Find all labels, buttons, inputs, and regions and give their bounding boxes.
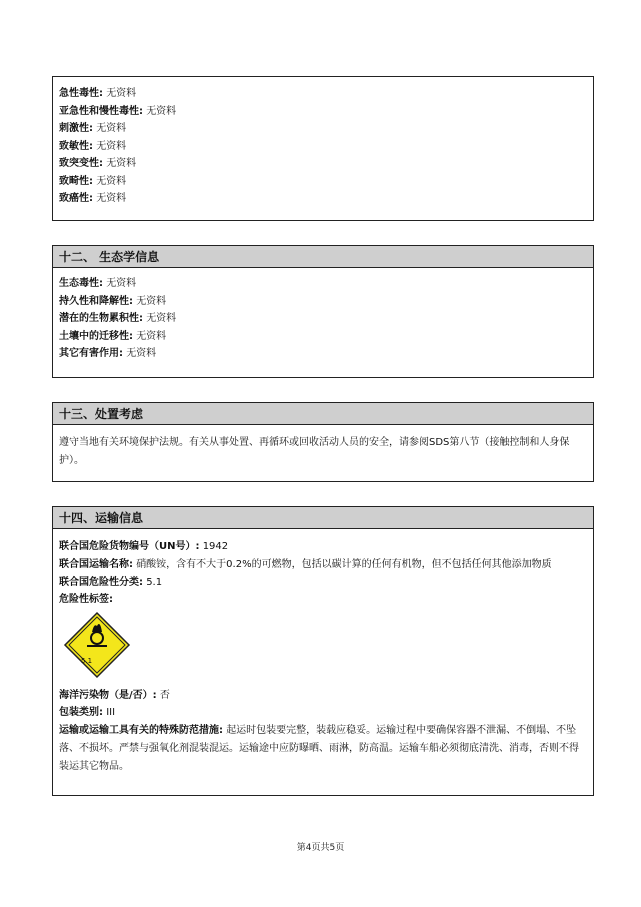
section-13-text: 遵守当地有关环境保护法规。有关从事处置、再循环或回收活动人员的安全，请参阅SDS第八节（接触控制和人身保护）。 — [59, 437, 570, 466]
oxidizer-diamond-svg — [63, 611, 131, 679]
tox-row-label: 致畸性: — [59, 175, 93, 187]
tox-row — [59, 103, 587, 121]
eco-row-value: 无资料 — [136, 295, 167, 307]
un-number-row — [59, 538, 587, 556]
tox-row-value: 无资料 — [96, 193, 127, 204]
section-14-title: 十四、运输信息 — [53, 507, 593, 529]
shipping-name-value: 硝酸铵，含有不大于0.2%的可燃物，包括以碳计算的任何有机物，但不包括任何其他添加物质 — [136, 558, 552, 570]
tox-row-value: 无资料 — [96, 123, 127, 134]
section-13-title: 十三、处置考虑 — [53, 403, 593, 425]
eco-row — [59, 310, 587, 328]
shipping-name-label: 联合国运输名称: — [59, 558, 133, 570]
eco-row-label: 潜在的生物累积性: — [59, 313, 143, 324]
un-number-value: 1942 — [202, 541, 229, 552]
special-precautions-value: 起运时包装要完整，装载应稳妥。运输过程中要确保容器不泄漏、不倒塌、不坠落、不损坏。严禁与强氧化剂混装混运。运输途中应防曝晒、雨淋，防高温。运输车船必须彻底清洗、消毒，否则不得装运其它物品。 — [59, 724, 579, 772]
tox-row-value: 无资料 — [106, 158, 137, 169]
tox-row — [59, 120, 587, 138]
un-number-label: 联合国危险货物编号（UN号）: — [59, 541, 200, 552]
section-11-toxicology-box — [52, 76, 594, 221]
section-14-body — [53, 529, 593, 782]
oxidizer-diamond-icon — [63, 611, 587, 681]
tox-row-label: 亚急性和慢性毒性: — [59, 105, 143, 117]
hazard-label-label: 危险性标签: — [59, 594, 113, 605]
eco-row — [59, 345, 587, 363]
marine-pollutant-value: 否 — [159, 689, 170, 701]
hazard-class-label: 联合国危险性分类: — [59, 576, 143, 588]
tox-row-label: 致癌性: — [59, 193, 93, 204]
tox-row-value: 无资料 — [96, 140, 127, 152]
tox-row — [59, 155, 587, 173]
tox-row-label: 致敏性: — [59, 140, 93, 152]
tox-row-label: 刺激性: — [59, 123, 93, 134]
special-precautions-row — [59, 722, 587, 776]
hazard-class-value: 5.1 — [146, 576, 163, 588]
tox-row — [59, 138, 587, 156]
tox-row — [59, 173, 587, 191]
section-12-body — [53, 268, 593, 369]
section-11-body — [53, 77, 593, 214]
marine-pollutant-row — [59, 687, 587, 705]
packing-group-label: 包装类别: — [59, 707, 103, 718]
section-12-title: 十二、 生态学信息 — [53, 246, 593, 268]
eco-row-value: 无资料 — [126, 348, 157, 359]
hazard-label-row — [59, 591, 587, 609]
tox-row-value: 无资料 — [96, 175, 127, 187]
eco-row-label: 土壤中的迁移性: — [59, 330, 133, 342]
packing-group-value: III — [106, 707, 116, 718]
tox-row-value: 无资料 — [146, 105, 177, 117]
eco-row-label: 其它有害作用: — [59, 348, 123, 359]
eco-row — [59, 328, 587, 346]
section-14-transport-box — [52, 506, 594, 796]
special-precautions-label: 运输或运输工具有关的特殊防范措施: — [59, 724, 223, 736]
section-13-disposal-box — [52, 402, 594, 482]
tox-row-label: 致突变性: — [59, 158, 103, 169]
hazard-class-row — [59, 574, 587, 592]
marine-pollutant-label: 海洋污染物（是/否）: — [59, 689, 157, 701]
diamond-class-number: 5.1 — [81, 656, 93, 665]
tox-row — [59, 85, 587, 103]
eco-row-value: 无资料 — [136, 330, 167, 342]
eco-row-label: 持久性和降解性: — [59, 295, 133, 307]
section-13-body — [53, 425, 593, 476]
page-footer: 第4页共5页 — [296, 843, 345, 853]
section-12-ecology-box — [52, 245, 594, 378]
eco-row-label: 生态毒性: — [59, 278, 103, 289]
tox-row-label: 急性毒性: — [59, 88, 103, 99]
eco-row-value: 无资料 — [106, 278, 137, 289]
eco-row — [59, 293, 587, 311]
eco-row-value: 无资料 — [146, 313, 177, 324]
shipping-name-row — [59, 556, 587, 574]
packing-group-row — [59, 704, 587, 722]
tox-row — [59, 190, 587, 208]
eco-row — [59, 275, 587, 293]
tox-row-value: 无资料 — [106, 88, 137, 99]
